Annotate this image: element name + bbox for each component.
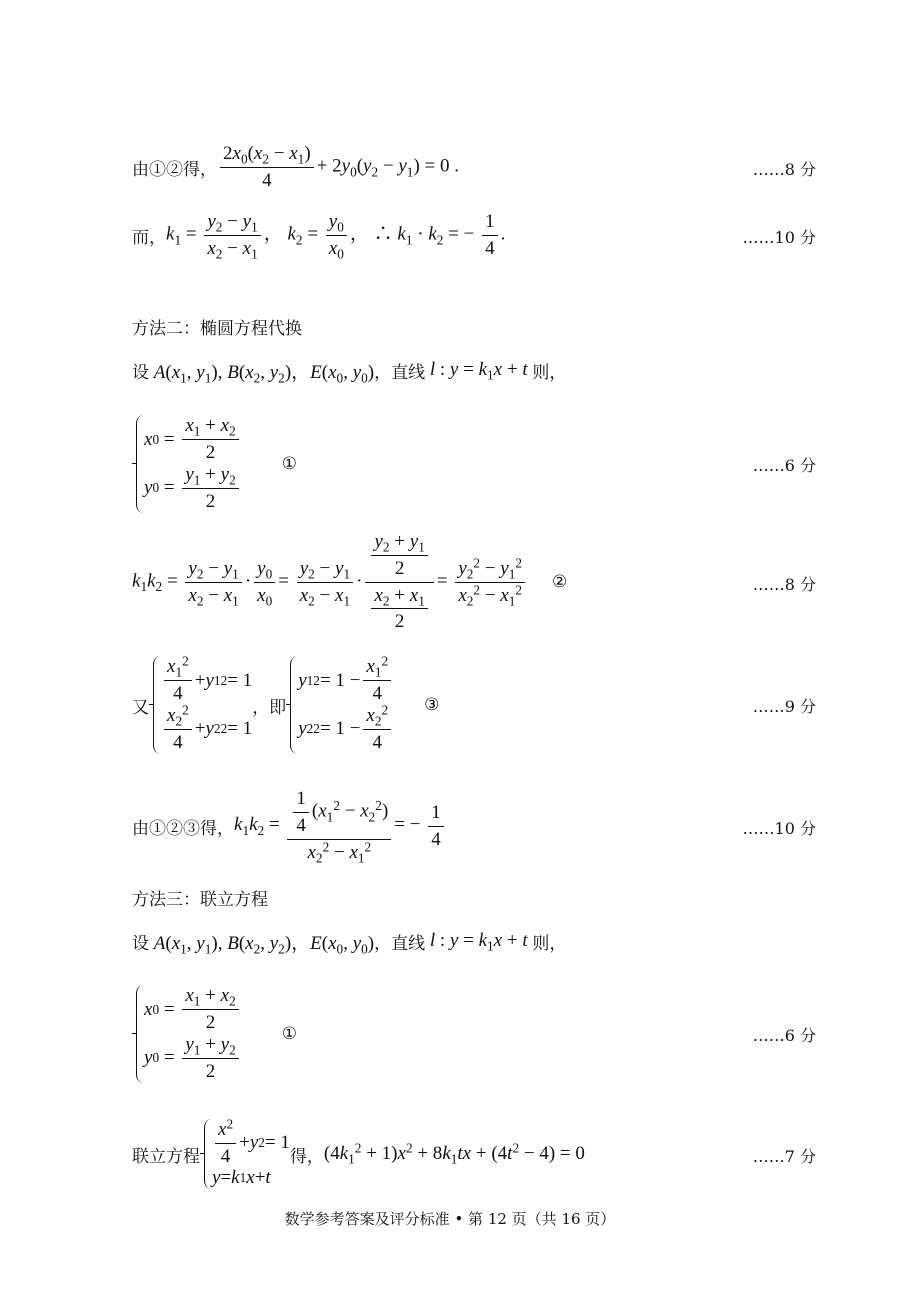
line-prefix: 由①②得， — [132, 159, 217, 180]
equation-label: ③ — [424, 695, 440, 715]
midpoint-system: x 0 = $\frac{x_1 + x_2}{2}$ y 0 = $\frac{y_1 + y_2}{2}$ ① — [132, 982, 816, 1086]
score-mark: ……10 分 — [742, 228, 816, 247]
line-prefix: 而， — [132, 227, 166, 248]
brace-icon — [132, 985, 142, 1082]
score-mark: ……10 分 — [742, 819, 816, 838]
setup-line: 设 $A(x_1$, $y_1$), $B(x_2$, $y_2$)，$E(x_0$, $y_0$) ，直线 l : $y = k_1x + t$ 则， — [132, 930, 567, 957]
page-footer: 数学参考答案及评分标准 • 第 12 页（共 16 页） — [284, 1210, 616, 1228]
step-line-1 — [132, 142, 816, 192]
result-line: 由①②③得， $k_1k_2$ = $\frac{1}{4}$ $(x_1^2 - x_2^2)$ $x_2^2 - x_1^2$ = − $\frac{1}{4}$ — [132, 788, 816, 864]
score-mark: ……8 分 — [752, 575, 816, 594]
score-mark: ……8 分 — [752, 160, 816, 179]
ellipse-system-line: 又 $\frac{x_1^2}{4}$ + y 1 2 = 1 $\frac{x_2^2}{4}$ + y 2 2 = 1 ，即 y 1 2 = 1 − $\frac{x_1^2}{4}$ y 2 2 = 1 − $\frac{x_2^2}{4}$ ③ — [132, 653, 440, 753]
slope-product-line: $k_1k_2$ = $\frac{y_2 - y_1}{x_2 - x_1}$ · $\frac{y_0}{x_0}$ = $\frac{y_2 - y_1}{x_2 - x_1}$ · $\frac{\frac{y_2 + y_1}{2}}{\frac{x_2 + x_1}{2}}$ = $\frac{y_2^2 - y_1^2}{x_2^2 - x_1^2}$ ② — [132, 530, 568, 633]
method-2-title: 方法二：椭圆方程代换 — [132, 318, 302, 339]
score-mark: ……9 分 — [752, 697, 816, 716]
brace-icon — [132, 415, 142, 512]
equation-label: ② — [552, 572, 568, 592]
brace-icon — [149, 656, 159, 753]
method-3-title: 方法三：联立方程 — [132, 889, 268, 910]
equation-label: ① — [281, 454, 297, 474]
score-mark: ……6 分 — [752, 456, 816, 475]
joint-equation-line: 联立方程 $\frac{x^2}{4}$ + y 2 = 1 y = k 1 x + t 得， $(4k_1^2 + 1)x^2 + 8k_1tx + (4t^2 - 4) = 0$ — [132, 1116, 585, 1189]
step-line-2 — [132, 208, 816, 262]
brace-icon — [200, 1119, 210, 1190]
midpoint-system: x 0 = $\frac{x_1 + x_2}{2}$ y 0 = $\frac{y_1 + y_2}{2}$ ① — [132, 412, 816, 516]
equation: $k_1$ = $\frac{y_2 - y_1}{x_2 - x_1}$ ， $k_2$ = $\frac{y_0}{x_0}$ ， ∴ $k_1 \cdot k_2$ = − $\frac{1}{4}$ . — [166, 210, 506, 262]
score-mark: ……6 分 — [752, 1026, 816, 1045]
brace-icon — [286, 656, 296, 753]
equation-label: ① — [281, 1024, 297, 1044]
setup-line: 设 $A(x_1$, $y_1$), $B(x_2$, $y_2$)，$E(x_0$, $y_0$) ，直线 l : $y = k_1x + t$ 则， — [132, 359, 567, 386]
equation: $\frac{2x_0(x_2 - x_1)}{4}$ + $2y_0(y_2 - y_1) = 0$ . — [217, 143, 459, 192]
score-mark: ……7 分 — [752, 1147, 816, 1166]
